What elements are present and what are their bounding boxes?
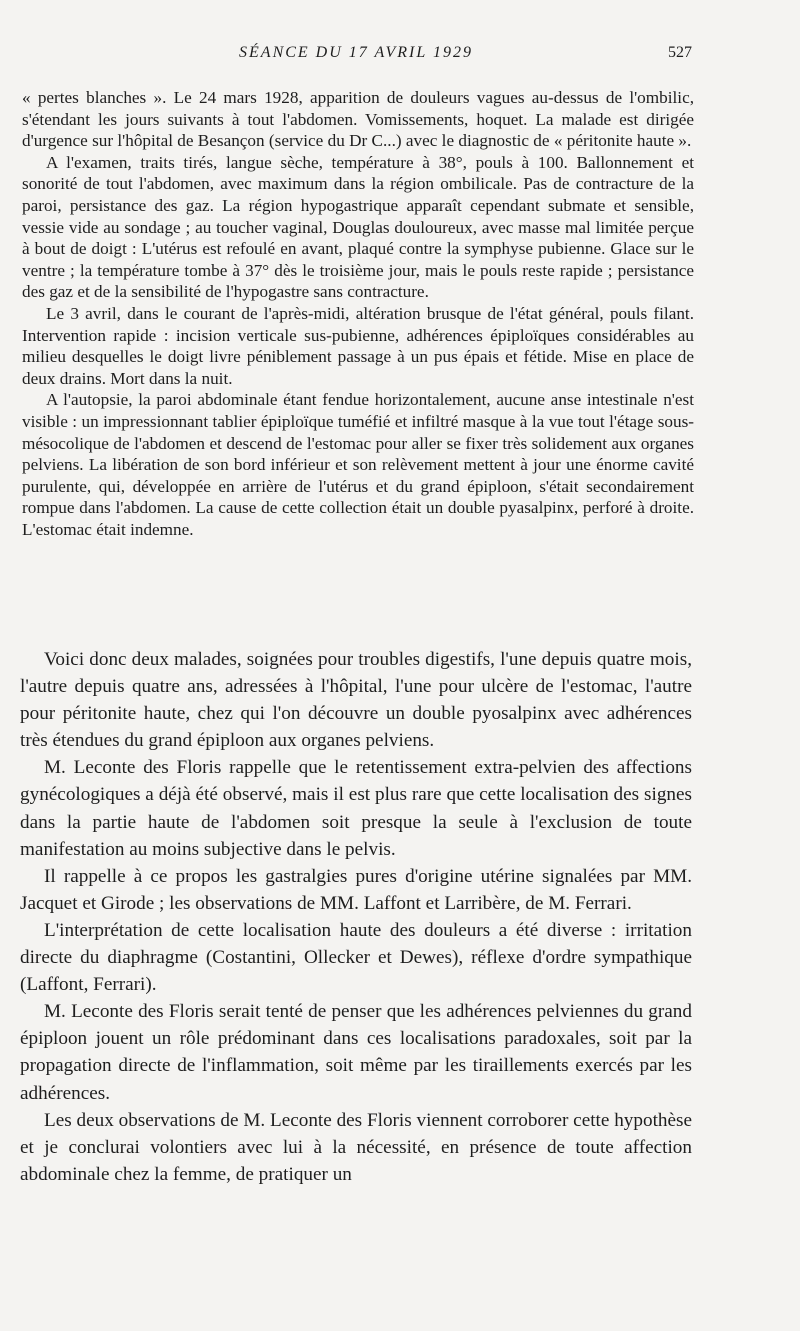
discussion-paragraph: L'interprétation de cette localisation haute des douleurs a été diverse : irritation directe du diaphragme (Costantini, Ollecker et Dewes), réflexe d'ordre sympathique (Laffont, Ferrari). bbox=[20, 919, 692, 996]
running-title: SÉANCE DU 17 AVRIL 1929 bbox=[239, 44, 473, 61]
observation-text bbox=[22, 87, 694, 540]
discussion-paragraph: Il rappelle à ce propos les gastralgies pures d'origine utérine signalées par MM. Jacquet et Girode ; les observations de MM. Laffont et Larribère, de M. Ferrari. bbox=[20, 865, 692, 914]
discussion-paragraph: Les deux observations de M. Leconte des Floris viennent corroborer cette hypothèse et je conclurai volontiers avec lui à la nécessité, en présence de toute affection abdominale chez la femme, de pratiquer un bbox=[20, 1109, 692, 1185]
page-number: 527 bbox=[668, 44, 692, 61]
observation-paragraph: « pertes blanches ». Le 24 mars 1928, apparition de douleurs vagues au-dessus de l'ombilic, s'étendant les jours suivants à tout l'abdomen. Vomissements, hoquet. La malade est dirigée d'urgence sur l'hôpital de Besançon (service du Dr C...) avec le diagnostic de « péritonite haute ». bbox=[22, 88, 694, 151]
discussion-text bbox=[20, 646, 692, 1188]
page-header bbox=[20, 44, 692, 68]
discussion-paragraph: Voici donc deux malades, soignées pour troubles digestifs, l'une depuis quatre mois, l'autre depuis quatre ans, adressées à l'hôpital, l'une pour ulcère de l'estomac, l'autre pour péritonite haute, chez qui l'on découvre un double pyosalpinx avec adhérences très étendues du grand épiploon aux organes pelviens. bbox=[20, 649, 692, 752]
discussion-paragraph: M. Leconte des Floris rappelle que le retentissement extra-pelvien des affections gynécologiques a déjà été observé, mais il est plus rare que cette localisation des signes dans la partie haute de l'abdomen soit presque la seule à l'exclusion de toute manifestation au moins subjective dans le pelvis. bbox=[20, 757, 692, 860]
discussion-paragraph: M. Leconte des Floris serait tenté de penser que les adhérences pelviennes du grand épiploon jouent un rôle prédominant dans ces localisations paradoxales, soit par la propagation directe de l'inflammation, soit même par les tiraillements exercés par les adhérences. bbox=[20, 1001, 692, 1104]
observation-paragraph: A l'examen, traits tirés, langue sèche, température à 38°, pouls à 100. Ballonnement et sonorité de tout l'abdomen, avec maximum dans la région ombilicale. Pas de contracture de la paroi, persistance des gaz. La région hypogastrique apparaît cependant submate et sensible, vessie vide au sondage ; au toucher vaginal, Douglas douloureux, avec masse mal limitée perçue à bout de doigt : L'utérus est refoulé en avant, plaqué contre la symphyse pubienne. Glace sur le ventre ; la température tombe à 37° dès le troisième jour, mais le pouls reste rapide ; persistance des gaz et de la sensibilité de l'hypogastre sans contracture. bbox=[22, 152, 694, 302]
observation-paragraph: Le 3 avril, dans le courant de l'après-midi, altération brusque de l'état général, pouls filant. Intervention rapide : incision verticale sus-pubienne, adhérences épiploïques considérables au milieu desquelles le doigt livre péniblement passage à un pus épais et fétide. Mise en place de deux drains. Mort dans la nuit. bbox=[22, 303, 694, 388]
observation-paragraph: A l'autopsie, la paroi abdominale étant fendue horizontalement, aucune anse intestinale n'est visible : un impressionnant tablier épiploïque tuméfié et infiltré masque à la vue tout l'étage sous-mésocolique de l'abdomen et descend de l'estomac pour aller se fixer très solidement aux organes pelviens. La libération de son bord inférieur et son relèvement mettent à jour une énorme cavité purulente, qui, développée en arrière de l'utérus et du grand épiploon, s'était secondairement rompue dans l'abdomen. La cause de cette collection était un double pyasalpinx, perforé à droite. L'estomac était indemne. bbox=[22, 390, 694, 539]
